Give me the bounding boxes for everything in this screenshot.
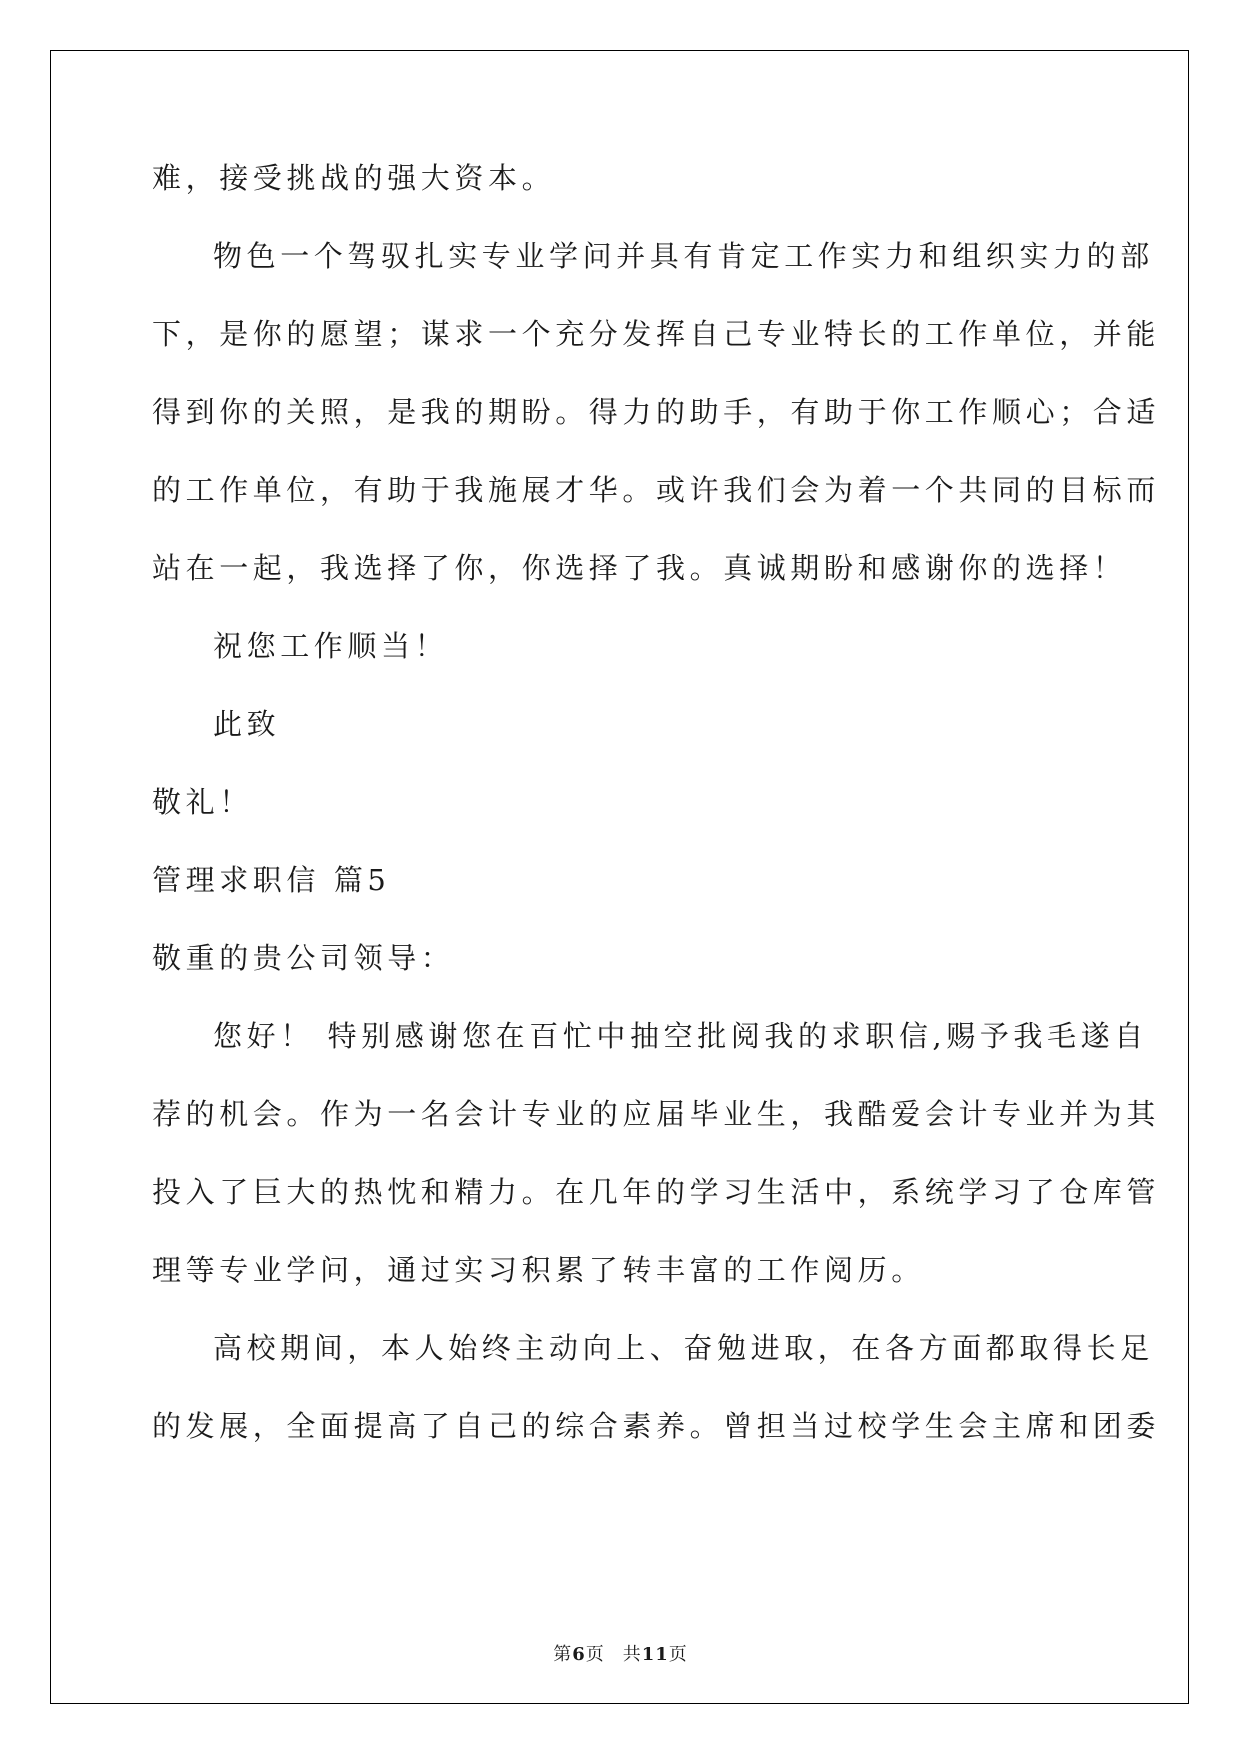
text-line: 荐的机会。作为一名会计专业的应届毕业生，我酷爱会计专业并为其	[152, 1097, 1161, 1131]
page-suffix: 页	[585, 1644, 605, 1665]
total-prefix: 共	[622, 1644, 642, 1665]
text-line: 物色一个驾驭扎实专业学问并具有肯定工作实力和组织实力的部	[213, 239, 1154, 273]
text-line: 祝您工作顺当！	[213, 629, 449, 663]
salutation: 敬重的贵公司领导：	[152, 941, 455, 975]
text-line: 的发展，全面提高了自己的综合素养。曾担当过校学生会主席和团委	[152, 1409, 1161, 1443]
text-line: 您好！ 特别感谢您在百忙中抽空批阅我的求职信,赐予我毛遂自	[213, 1019, 1148, 1053]
text-line: 敬礼！	[152, 785, 253, 819]
text-line: 理等专业学问，通过实习积累了转丰富的工作阅历。	[152, 1253, 925, 1287]
section-heading: 管理求职信 篇5	[152, 863, 391, 897]
page-footer	[0, 1643, 1241, 1667]
text-line: 高校期间，本人始终主动向上、奋勉进取，在各方面都取得长足	[213, 1331, 1154, 1365]
total-suffix: 页	[668, 1644, 688, 1665]
text-line: 下，是你的愿望；谋求一个充分发挥自己专业特长的工作单位，并能	[152, 317, 1161, 351]
text-line: 难，接受挑战的强大资本。	[152, 161, 556, 195]
text-line: 投入了巨大的热忱和精力。在几年的学习生活中，系统学习了仓库管	[152, 1175, 1161, 1209]
text-line: 站在一起，我选择了你，你选择了我。真诚期盼和感谢你的选择！	[152, 551, 1127, 585]
text-line: 得到你的关照，是我的期盼。得力的助手，有助于你工作顺心；合适	[152, 395, 1161, 429]
page-number: 6	[572, 1644, 586, 1665]
text-line: 的工作单位，有助于我施展才华。或许我们会为着一个共同的目标而	[152, 473, 1161, 507]
total-pages: 11	[641, 1644, 669, 1665]
page-prefix: 第	[553, 1644, 573, 1665]
text-line: 此致	[213, 707, 281, 741]
